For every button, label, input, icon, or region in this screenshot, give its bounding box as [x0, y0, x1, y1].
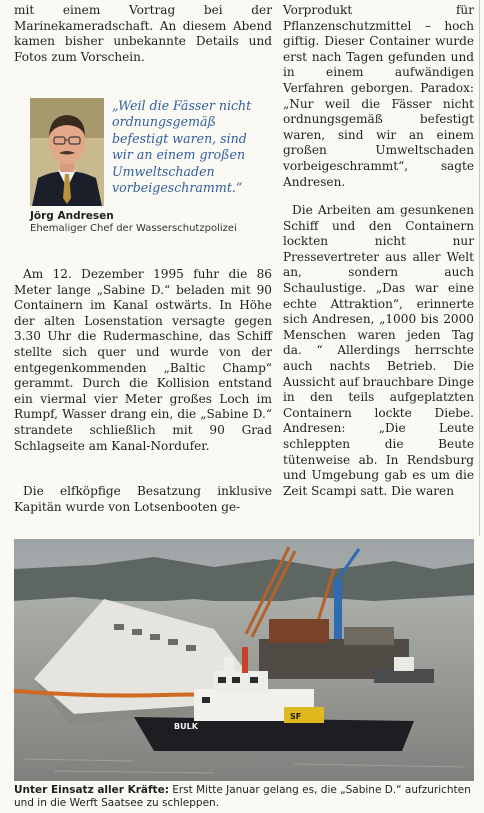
pull-quote-box	[14, 98, 262, 238]
photo-caption-bold: Unter Einsatz aller Kräfte:	[14, 784, 169, 796]
left-top-paragraph: mit einem Vortrag bei der Marinekameradschaft. An diesem Abend kamen bisher unbekannte Details und Fotos zum Vorschein.	[14, 3, 272, 64]
photo-caption-text: Erst Mitte Januar gelang es, die „Sabine D.“ aufzurichten und in die Werft Saatsee zu schleppen.	[14, 784, 471, 809]
quote-author-role: Ehemaliger Chef der Wasserschutzpolizei	[30, 223, 237, 234]
quote-author-name: Jörg Andresen	[30, 210, 114, 222]
right-paragraph-1: Vorprodukt für Pflanzenschutzmittel – hoch giftig. Dieser Container wurde erst nach Tagen gefunden und in einem aufwändigen Verfahren geborgen. Paradox: „Nur weil die Fässer nicht ordnungsgemäß befestigt waren, sind wir an einem großen Umweltschaden vorbeigeschrammt“, sagte Andresen.	[283, 3, 474, 189]
right-paragraph-2: Die Arbeiten am gesunkenen Schiff und den Containern lockten nicht nur Pressevertreter aus aller Welt an, sondern auch Schaulustige. „Das war eine echte Attraktion“, erinnerte sich Andresen, „1000 bis 2000 Menschen waren jeden Tag da. “ Allerdings herrschte auch nachts Betrieb. Die Aussicht auf brauchbare Dinge in den teils aufgeplatzten Containern lockte Diebe. Andresen: „Die Leute schleppten die Beute tütenweise ab. In Rendsburg und Umgebung gab es um die Zeit Scampi satt. Die waren	[283, 203, 474, 498]
portrait-photo	[30, 98, 104, 206]
news-photo	[14, 539, 474, 781]
left-paragraph-1: Am 12. Dezember 1995 fuhr die 86 Meter lange „Sabine D.“ beladen mit 90 Containern im Kanal ostwärts. In Höhe der alten Losenstation versagte gegen 3.30 Uhr die Rudermaschine, das Schiff stellte sich quer und wurde von der entgegenkommenden „Baltic Champ“ gerammt. Durch die Kollision entstand ein viermal vier Meter großes Loch im Rumpf, Wasser drang ein, die „Sabine D.“ strandete schließlich mit 90 Grad Schlagseite am Kanal-Nordufer.	[14, 267, 272, 453]
left-paragraph-2: Die elfköpfige Besatzung inklusive Kapitän wurde von Lotsenbooten ge-	[14, 484, 272, 514]
column-rule	[479, 0, 480, 536]
quote-text: „Weil die Fässer nicht ordnungsgemäß befestigt waren, sind wir an einem großen Umweltschaden vorbeigeschrammt.“	[112, 98, 252, 196]
tug-label: BULK	[174, 722, 198, 731]
tug-label-2: SF	[290, 712, 302, 721]
photo-caption	[14, 784, 474, 810]
